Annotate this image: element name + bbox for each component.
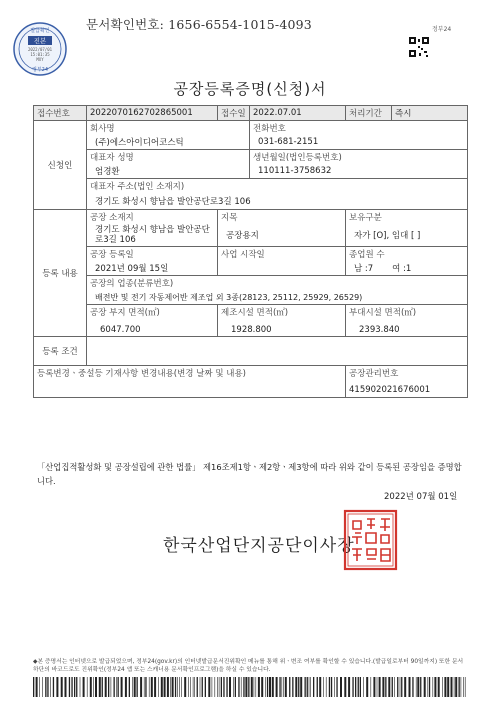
barcode-bar [121,677,123,697]
barcode-bar [454,677,455,697]
barcode-bar [258,677,260,697]
barcode-bar [47,677,48,697]
barcode-bar [194,677,195,697]
barcode-bar [167,677,169,697]
barcode-bar [355,677,356,697]
receipt-number-label: 접수번호 [34,106,87,121]
verification-notice: ◆본 증명서는 인터넷으로 발급되었으며, 정부24(gov.kr)의 인터넷발급문서진위확인 메뉴를 통해 위ㆍ변조 여부를 확인할 수 있습니다.(발급일로부터 90일까지) 또한 문서하단의 바코드로도 진위확인(정부24 앱 또는 스캐너용 문서확인프로그램)을 하실 수 있습니다. [33,659,464,673]
barcode-bar [179,677,180,697]
barcode-bar [129,677,130,697]
site-area-cell [87,305,218,337]
barcode-bar [417,677,419,697]
corporate-registration-number: 110111-3758632 [250,164,468,179]
barcode-bar [193,677,194,697]
barcode-bar [336,677,337,697]
barcode-bar [144,677,145,697]
barcode-bar [50,677,51,697]
barcode-bar [309,677,310,697]
barcode-bar [254,677,255,697]
barcode-bar [39,677,40,697]
barcode-bar [279,677,280,697]
barcode-bar [429,677,430,697]
barcode-bar [90,677,92,697]
barcode-bar [217,677,218,697]
employees-label: 종업원 수 [346,247,468,262]
barcode-bar [424,677,426,697]
barcode-bar [134,677,136,697]
barcode-bar [108,677,109,697]
barcode-bar [465,677,466,697]
registration-date-label: 공장 등록일 [87,247,218,262]
barcode-bar [363,677,364,697]
certificate-table [33,105,468,398]
barcode-bar [352,677,353,697]
barcode-bar [200,677,201,697]
barcode-bar [313,677,314,697]
factory-location-label: 공장 소재지 [87,210,218,225]
company-name: (주)에스아이디어코스틱 [87,135,250,150]
barcode-bar [371,677,372,697]
barcode-bar [409,677,411,697]
barcode-bar [292,677,293,697]
barcode-bar [285,677,287,697]
barcode-bar [241,677,242,697]
barcode-bar [116,677,117,697]
barcode-bar [377,677,378,697]
barcode-bar [420,677,421,697]
document-confirmation-number: 문서확인번호: 1656-6554-1015-4093 [86,17,312,32]
barcode-bar [99,677,101,697]
registration-section-label: 등록 내용 [34,210,87,337]
barcode-bar [137,677,138,697]
barcode-bar [93,677,94,697]
svg-text:MXY: MXY [36,57,44,62]
processing-period-label: 처리기간 [346,106,392,121]
auxiliary-area-cell [346,305,468,337]
barcode-bar [102,677,103,697]
barcode-bar [461,677,462,697]
barcode-bar [400,677,401,697]
barcode-bar [118,677,119,697]
barcode-bar [267,677,268,697]
issue-date: 2022년 07월 01일 [384,492,458,502]
barcode-bar [205,677,206,697]
barcode-bar [87,677,88,697]
barcode-bar [132,677,133,697]
barcode-bar [388,677,390,697]
barcode-bar [463,677,464,697]
site-area: 6047.700 [100,325,141,335]
manufacturing-area-label: 제조시설 면적(㎡) [221,308,289,318]
barcode-bar [184,677,186,697]
barcode-bar [197,677,198,697]
barcode-bar [289,677,290,697]
barcode-bar [245,677,247,697]
barcode-bar [172,677,174,697]
barcode-bar [444,677,446,697]
barcode-bar [300,677,302,697]
barcode-bar [404,677,406,697]
manufacturing-area: 1928.800 [231,325,272,335]
receipt-date-label: 접수일 [218,106,250,121]
barcode-bar [248,677,249,697]
barcode-bar [161,677,163,697]
barcode-bar [331,677,332,697]
barcode-bar [175,677,176,697]
barcode-bar [140,677,142,697]
address-label: 대표자 주소(법인 소재지) [87,179,468,194]
barcode-bar [215,677,216,697]
industry-label: 공장의 업종(분류번호) [87,276,468,291]
barcode-bar [382,677,384,697]
barcode-bar [226,677,227,697]
barcode-bar [451,677,453,697]
issuance-verification-seal [12,21,68,77]
barcode-bar [366,677,368,697]
barcode-bar [149,677,150,697]
gov24-label: 정부24 [432,26,452,33]
barcode-bar [397,677,398,697]
barcode-bar [56,677,58,697]
barcode-bar [438,677,440,697]
barcode-bar [202,677,203,697]
auxiliary-area-label: 부대시설 면적(㎡) [349,308,417,318]
barcode-bar [42,677,43,697]
barcode-bar [459,677,460,697]
barcode-bar [379,677,381,697]
management-number-cell [346,366,468,398]
barcode-bar [428,677,429,697]
svg-text:2022/07/01: 2022/07/01 [27,47,53,52]
land-category-label: 지목 [218,210,346,225]
barcode-bar [310,677,311,697]
conditions-label: 등록 조건 [34,337,87,366]
svg-text:발급확인: 발급확인 [30,28,50,34]
barcode-bar [317,677,318,697]
barcode-bar [151,677,153,697]
barcode-bar [433,677,434,697]
barcode-bar [434,677,436,697]
processing-period: 즉시 [392,106,468,121]
barcode-bar [416,677,417,697]
barcode-bar [74,677,75,697]
barcode-bar [348,677,350,697]
barcode-bar [177,677,178,697]
document-barcode [33,677,467,697]
company-label: 회사명 [87,121,250,136]
factory-location-line-2: 로3길 106 [95,235,136,245]
barcode-bar [412,677,413,697]
barcode-bar [283,677,284,697]
barcode-bar [145,677,146,697]
barcode-bar [181,677,182,697]
barcode-bar [219,677,220,697]
barcode-bar [394,677,395,697]
factory-location-line-1: 경기도 화성시 향남읍 발안공단 [95,225,210,235]
corner-qr-icon [408,36,430,58]
barcode-bar [455,677,457,697]
barcode-bar [373,677,375,697]
barcode-bar [358,677,359,697]
ownership: 자가 [O], 임대 [ ] [346,224,468,247]
conditions-value [87,337,468,366]
barcode-bar [33,677,34,697]
manufacturing-area-cell [218,305,346,337]
barcode-bar [276,677,278,697]
changes-cell [34,366,346,398]
barcode-bar [326,677,327,697]
barcode-bar [61,677,63,697]
barcode-bar [233,677,234,697]
barcode-bar [319,677,321,697]
employee-count: 남 :7 여 :1 [346,261,468,276]
barcode-bar [80,677,81,697]
barcode-bar [334,677,335,697]
official-red-seal [343,509,398,571]
barcode-bar [307,677,308,697]
svg-text:정부24: 정부24 [31,67,49,73]
industry: 배전반 및 전기 자동제어반 제조업 외 3종(28123, 25112, 25929, 26529) [87,290,468,305]
ownership-label: 보유구분 [346,210,468,225]
barcode-bar [76,677,77,697]
barcode-bar [272,677,274,697]
barcode-bar [251,677,253,697]
barcode-bar [36,677,38,697]
registration-date: 2021년 09월 15일 [87,261,218,276]
barcode-bar [188,677,189,697]
site-area-label: 공장 부지 면적(㎡) [90,308,160,318]
barcode-bar [83,677,85,697]
birth-label: 생년월일(법인등록번호) [250,150,468,165]
barcode-bar [265,677,266,697]
phone-label: 전화번호 [250,121,468,136]
barcode-bar [223,677,224,697]
barcode-bar [392,677,393,697]
receipt-number: 2022070162702865001 [87,106,218,121]
barcode-bar [95,677,97,697]
auxiliary-area: 2393.840 [359,325,400,335]
representative-label: 대표자 성명 [87,150,250,165]
issuer-name: 한국산업단지공단이사장 [163,536,355,556]
barcode-bar [212,677,213,697]
management-number-label: 공장관리번호 [349,369,399,379]
svg-text:15:01:35: 15:01:35 [30,52,50,57]
barcode-bar [105,677,107,697]
barcode-bar [170,677,171,697]
barcode-bar [190,677,191,697]
business-start-date [218,261,346,276]
barcode-bar [221,677,222,697]
barcode-bar [53,677,54,697]
barcode-bar [256,677,257,697]
barcode-bar [208,677,210,697]
barcode-bar [229,677,231,697]
barcode-bar [69,677,70,697]
representative-name: 엄경환 [87,164,250,179]
barcode-bar [261,677,263,697]
business-start-label: 사업 시작일 [218,247,346,262]
representative-address: 경기도 화성시 향남읍 발안공단로3길 106 [87,193,468,210]
barcode-bar [401,677,402,697]
phone-number: 031-681-2151 [250,135,468,150]
barcode-bar [298,677,299,697]
certification-statement: 「산업집적활성화 및 공장설립에 관한 법률」 제16조제1항ㆍ제2항ㆍ제3항에 따라 위와 같이 등록된 공장임을 증명합니다. [37,462,462,486]
management-number: 415902021676001 [349,385,431,395]
barcode-bar [442,677,443,697]
barcode-bar [235,677,236,697]
barcode-bar [114,677,115,697]
barcode-bar [71,677,72,697]
barcode-bar [243,677,244,697]
factory-location [87,224,218,247]
barcode-bar [385,677,386,697]
receipt-date: 2022.07.01 [250,106,346,121]
barcode-bar [360,677,361,697]
barcode-bar [323,677,324,697]
barcode-bar [111,677,112,697]
barcode-bar [269,677,271,697]
barcode-bar [305,677,306,697]
barcode-bar [125,677,127,697]
barcode-bar [329,677,330,697]
barcode-bar [238,677,239,697]
barcode-bar [447,677,449,697]
applicant-section-label: 신청인 [34,121,87,210]
barcode-bar [164,677,166,697]
svg-text:진본: 진본 [33,37,47,45]
barcode-bar [154,677,156,697]
barcode-bar [340,677,342,697]
land-category: 공장용지 [218,224,346,247]
barcode-bar [45,677,46,697]
barcode-bar [65,677,67,697]
changes-label: 등록변경ㆍ중설등 기재사항 변경내용(변경 날짜 및 내용) [37,369,246,379]
barcode-bar [158,677,159,697]
barcode-bar [282,677,283,697]
barcode-bar [295,677,297,697]
barcode-bar [344,677,346,697]
receipt-row [34,106,468,121]
document-title: 공장등록증명(신청)서 [173,80,327,98]
